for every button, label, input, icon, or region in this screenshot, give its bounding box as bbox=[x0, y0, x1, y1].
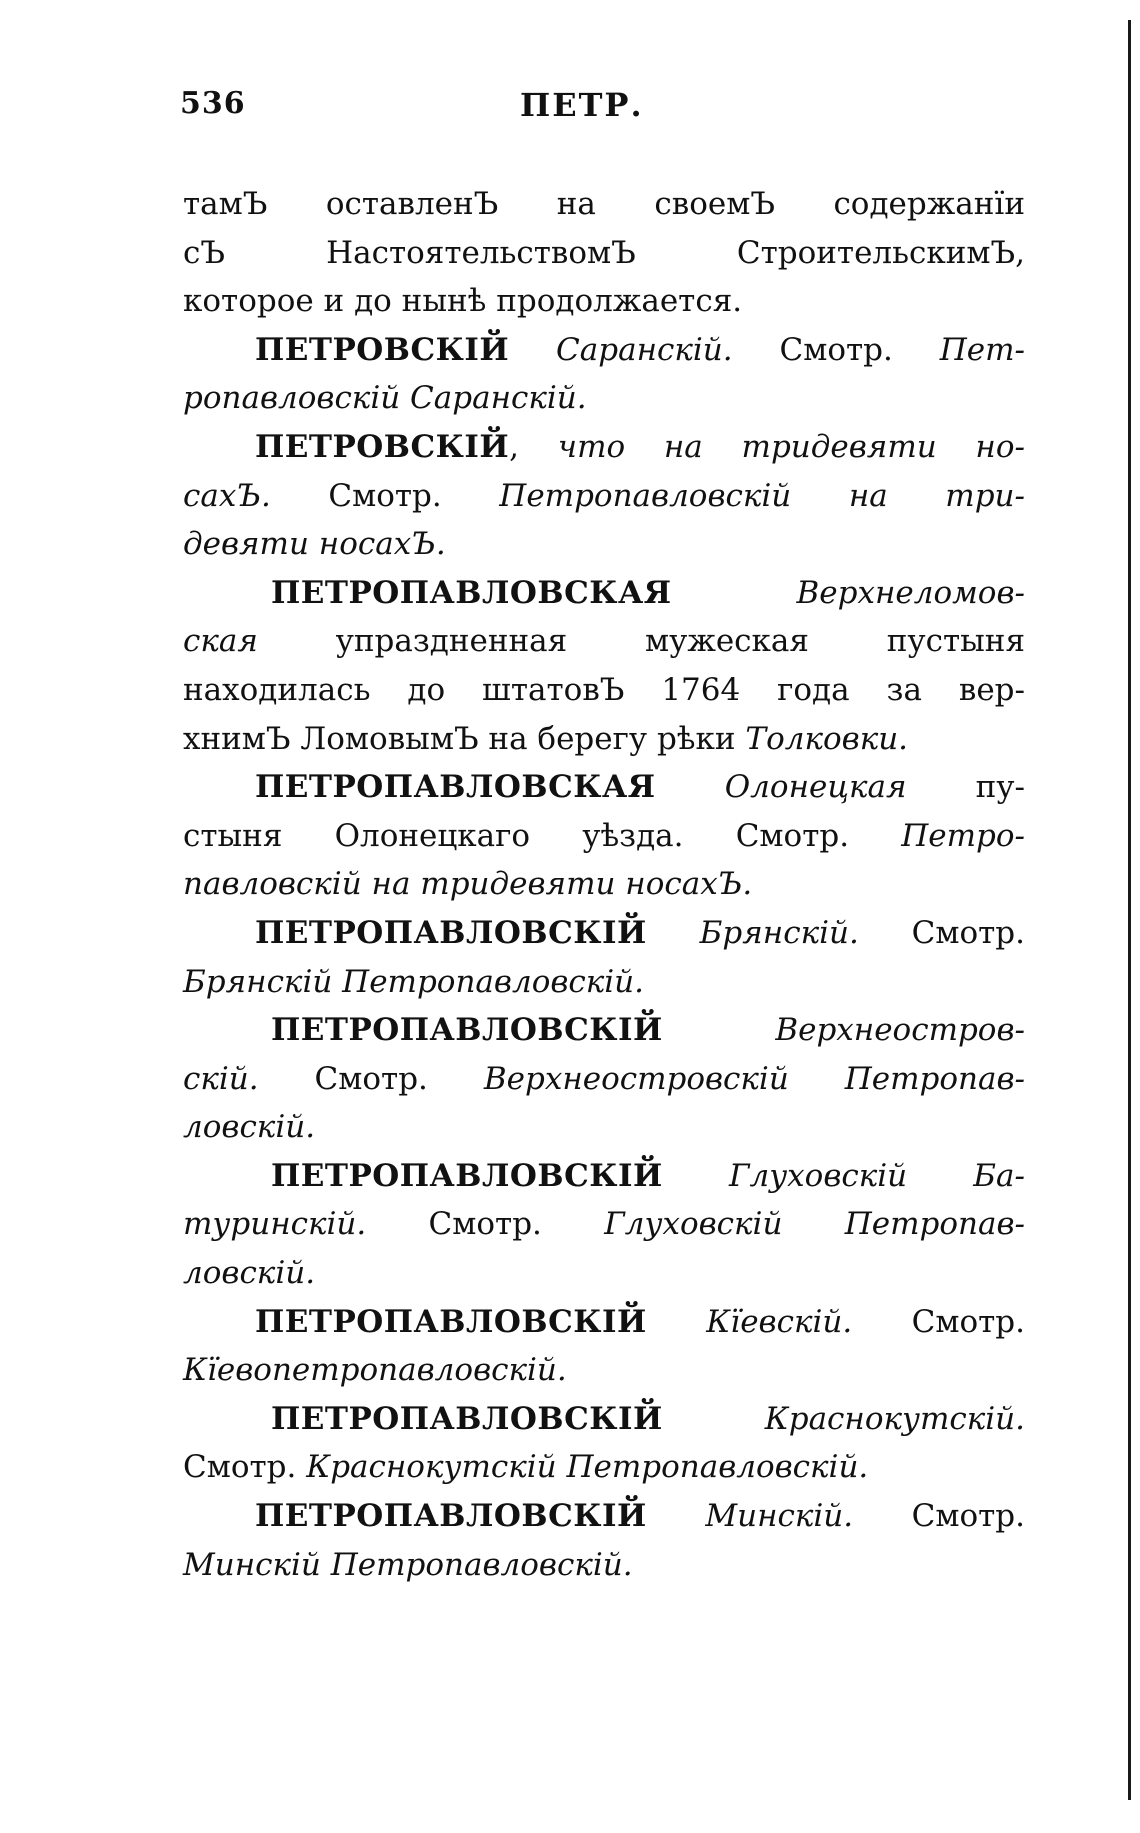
text-line bbox=[183, 1152, 1025, 1201]
italic-text: Кїевскій. bbox=[706, 1303, 853, 1340]
text-line bbox=[183, 909, 1025, 958]
text-line bbox=[183, 1492, 1025, 1541]
italic-text: Олонецкая bbox=[724, 769, 907, 806]
text-line bbox=[183, 326, 1025, 375]
text-run: Смотр. bbox=[852, 1303, 1026, 1340]
text-run: Смотр. bbox=[270, 477, 500, 514]
text-run: Смотр. bbox=[853, 1498, 1025, 1535]
text-line bbox=[183, 520, 1025, 569]
text-line bbox=[183, 569, 1025, 618]
italic-text: павловскій на тридевяти носахЪ. bbox=[183, 866, 753, 903]
text-run: Смотр. bbox=[732, 331, 940, 368]
text-line bbox=[183, 1200, 1025, 1249]
italic-text: ловскій. bbox=[183, 1109, 316, 1146]
text-run: тамЪ оставленЪ на своемЪ содержанїи bbox=[183, 186, 1025, 222]
text-run bbox=[663, 1158, 729, 1194]
text-run bbox=[663, 1401, 765, 1437]
text-run: пу- bbox=[906, 769, 1026, 806]
italic-text: девяти носахЪ. bbox=[183, 526, 446, 563]
text-line bbox=[183, 958, 1025, 1007]
entry-headword: ПЕТРОВСКІЙ bbox=[255, 428, 510, 465]
page-header bbox=[180, 86, 1020, 130]
italic-text: Петро- bbox=[901, 817, 1025, 854]
text-line bbox=[183, 1055, 1025, 1104]
text-run: стыня Олонецкаго уѣзда. Смотр. bbox=[183, 817, 902, 854]
entry-headword: ПЕТРОПАВЛОВСКІЙ bbox=[255, 914, 647, 951]
italic-text: Брянскій Петропавловскій. bbox=[183, 963, 645, 1000]
italic-text: Глуховскій Ба- bbox=[728, 1157, 1025, 1194]
entry-headword: ПЕТРОПАВЛОВСКІЙ bbox=[271, 1400, 663, 1437]
running-head: ПЕТР. bbox=[520, 86, 644, 124]
text-run: Смотр. bbox=[183, 1449, 307, 1486]
text-run: которое и до нынѣ продолжается. bbox=[183, 283, 743, 320]
text-run bbox=[656, 769, 725, 805]
entry-headword: ПЕТРОПАВЛОВСКАЯ bbox=[255, 769, 656, 806]
italic-text: Верхнеломов- bbox=[796, 574, 1025, 611]
italic-text: Толковки. bbox=[745, 720, 909, 757]
text-line bbox=[183, 1346, 1025, 1395]
text-line bbox=[183, 472, 1025, 521]
italic-text: Петропавловскій на три- bbox=[499, 477, 1025, 514]
text-line bbox=[183, 763, 1025, 812]
text-line bbox=[183, 860, 1025, 909]
text-run: сЪ НастоятельствомЪ СтроительскимЪ, bbox=[183, 234, 1025, 271]
italic-text: скій. bbox=[183, 1060, 259, 1097]
italic-text: Саранскій. bbox=[556, 331, 733, 368]
text-run: Смотр. bbox=[258, 1060, 484, 1097]
text-run: хнимЪ ЛомовымЪ на берегу рѣки bbox=[183, 720, 746, 757]
page-number: 536 bbox=[180, 86, 246, 121]
text-line bbox=[183, 277, 1025, 326]
entry-headword: ПЕТРОПАВЛОВСКАЯ bbox=[271, 574, 672, 611]
italic-text: Кїевопетропавловскій. bbox=[183, 1352, 567, 1389]
text-run bbox=[647, 1498, 706, 1534]
italic-text: Пет- bbox=[939, 331, 1025, 368]
text-line bbox=[183, 1298, 1025, 1347]
italic-text: туринскій. bbox=[183, 1206, 367, 1243]
italic-text: Верхнеостров- bbox=[775, 1012, 1025, 1049]
text-line bbox=[183, 1006, 1025, 1055]
italic-text: что на тридевяти но- bbox=[557, 428, 1025, 465]
italic-text: Глуховскій Петропав- bbox=[604, 1206, 1025, 1243]
text-run: , bbox=[509, 428, 558, 465]
italic-text: сахЪ. bbox=[183, 477, 271, 514]
italic-text: Минскій Петропавловскій. bbox=[183, 1546, 633, 1583]
entry-headword: ПЕТРОПАВЛОВСКІЙ bbox=[271, 1012, 663, 1049]
italic-text: ловскій. bbox=[183, 1255, 316, 1292]
italic-text: Краснокутскій. bbox=[764, 1400, 1025, 1437]
entry-headword: ПЕТРОВСКІЙ bbox=[255, 331, 510, 368]
text-run: Смотр. bbox=[858, 914, 1026, 951]
italic-text: Минскій. bbox=[705, 1498, 854, 1535]
text-line bbox=[183, 1249, 1025, 1298]
text-line bbox=[183, 1395, 1025, 1444]
entry-headword: ПЕТРОПАВЛОВСКІЙ bbox=[271, 1157, 663, 1194]
italic-text: Верхнеостровскій Петропав- bbox=[483, 1060, 1025, 1097]
text-line bbox=[183, 180, 1025, 229]
text-line bbox=[183, 374, 1025, 423]
entry-headword: ПЕТРОПАВЛОВСКІЙ bbox=[255, 1498, 647, 1535]
text-run: упраздненная мужеская пустыня bbox=[257, 623, 1025, 660]
italic-text: Краснокутскій Петропавловскій. bbox=[306, 1449, 869, 1486]
text-line bbox=[183, 1541, 1025, 1590]
text-run bbox=[647, 915, 700, 951]
text-line bbox=[183, 1103, 1025, 1152]
text-line bbox=[183, 666, 1025, 715]
text-line bbox=[183, 1443, 1025, 1492]
italic-text: ропавловскій Саранскій. bbox=[183, 380, 587, 417]
text-run bbox=[509, 332, 556, 368]
italic-text: ская bbox=[183, 623, 258, 660]
text-run bbox=[672, 575, 797, 611]
text-run: Смотр. bbox=[366, 1206, 605, 1243]
page-edge-rule bbox=[1128, 20, 1131, 1800]
text-line bbox=[183, 812, 1025, 861]
entry-headword: ПЕТРОПАВЛОВСКІЙ bbox=[255, 1303, 647, 1340]
text-run bbox=[663, 1012, 776, 1048]
text-line bbox=[183, 617, 1025, 666]
italic-text: Брянскій. bbox=[699, 914, 859, 951]
text-line bbox=[183, 715, 1025, 764]
text-line bbox=[183, 229, 1025, 278]
text-line bbox=[183, 423, 1025, 472]
text-run: находилась до штатовЪ 1764 года за вер- bbox=[183, 671, 1025, 708]
text-run bbox=[647, 1304, 706, 1340]
dictionary-entries bbox=[183, 180, 1025, 1589]
